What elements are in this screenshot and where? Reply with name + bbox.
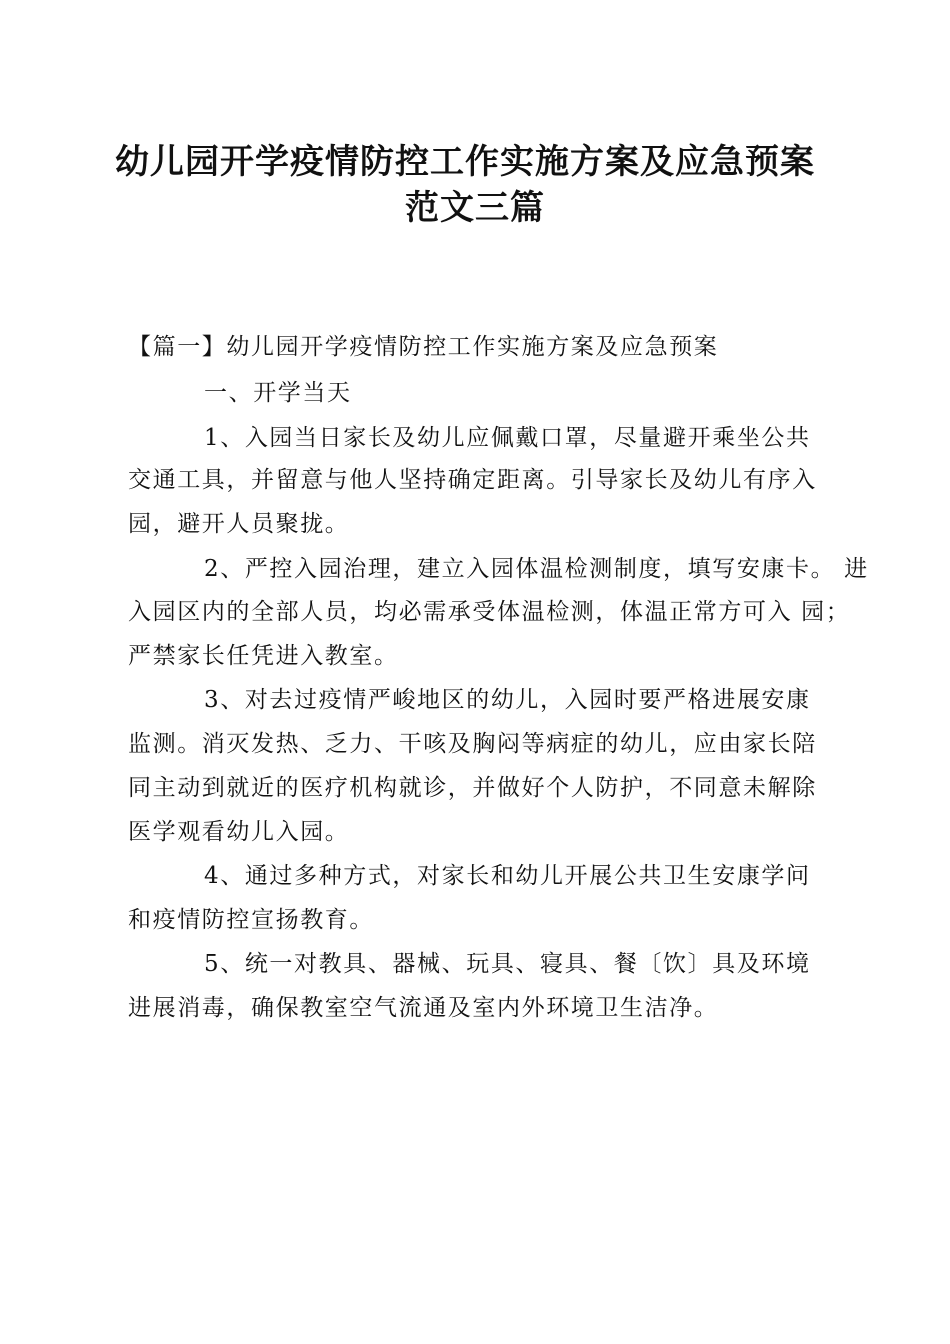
subsection-heading: 一、开学当天	[204, 380, 352, 406]
paragraph-5-line-1: 5、统一对教具、器械、玩具、寝具、餐〔饮〕具及环境	[204, 951, 811, 977]
paragraph-2-line-2: 入园区内的全部人员，均必需承受体温检测，体温正常方可入 园；	[128, 599, 851, 625]
paragraph-5-line-2: 进展消毒，确保教室空气流通及室内外环境卫生洁净。	[128, 995, 719, 1021]
paragraph-3-line-2: 监测。消灭发热、乏力、干咳及胸闷等病症的幼儿，应由家长陪	[128, 731, 817, 757]
paragraph-4-line-1: 4、通过多种方式，对家长和幼儿开展公共卫生安康学问	[204, 863, 811, 889]
paragraph-3-line-1: 3、对去过疫情严峻地区的幼儿，入园时要严格进展安康	[204, 687, 811, 713]
paragraph-1-line-2: 交通工具，并留意与他人坚持确定距离。引导家长及幼儿有序入	[128, 467, 817, 493]
paragraph-2-line-3: 严禁家长任凭进入教室。	[128, 643, 399, 669]
paragraph-2-line-1: 2、严控入园治理，建立入园体温检测制度，填写安康卡。 进	[204, 556, 869, 582]
document-title-line-1: 幼儿园开学疫情防控工作实施方案及应急预案	[115, 142, 815, 182]
paragraph-3-line-4: 医学观看幼儿入园。	[128, 819, 350, 845]
paragraph-4-line-2: 和疫情防控宣扬教育。	[128, 907, 374, 933]
document-title-line-2: 范文三篇	[405, 188, 545, 228]
paragraph-3-line-3: 同主动到就近的医疗机构就诊，并做好个人防护，不同意未解除	[128, 775, 817, 801]
section-heading: 【篇一】幼儿园开学疫情防控工作实施方案及应急预案	[128, 334, 719, 360]
paragraph-1-line-3: 园，避开人员聚拢。	[128, 511, 350, 537]
paragraph-1-line-1: 1、入园当日家长及幼儿应佩戴口罩，尽量避开乘坐公共	[204, 425, 811, 451]
